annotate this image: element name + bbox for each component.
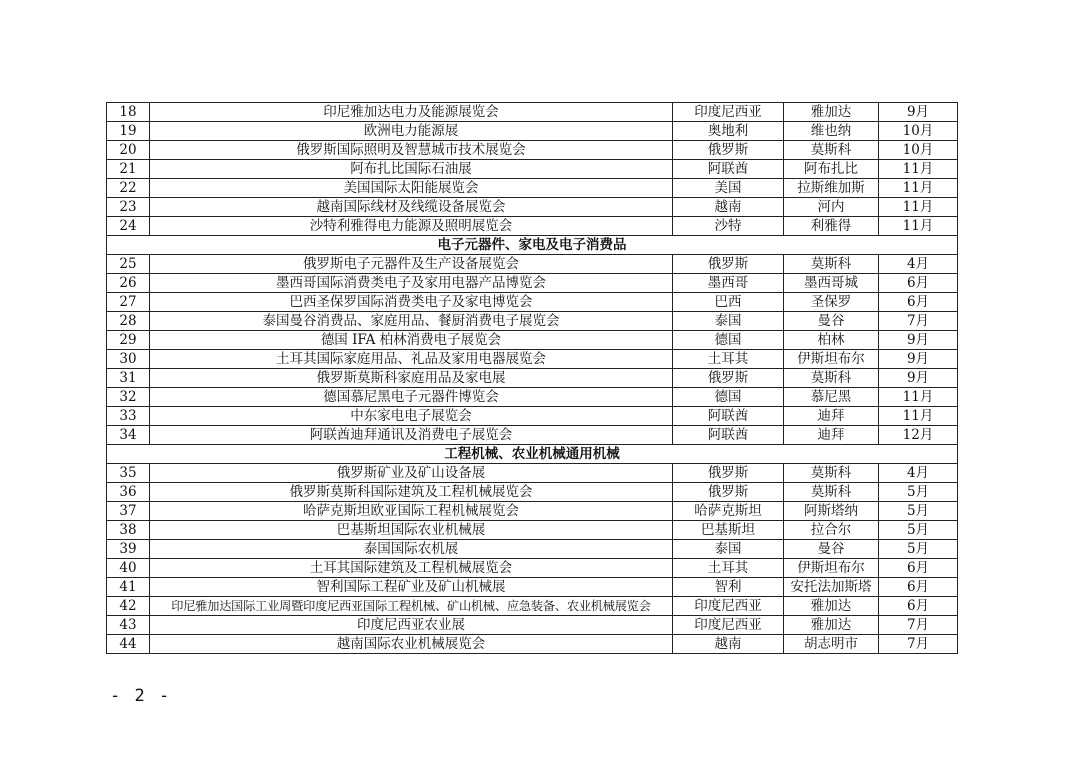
row-number-cell: 41: [107, 578, 150, 597]
table-row: [107, 597, 958, 616]
table-row: [107, 103, 958, 122]
table-row: [107, 616, 958, 635]
month-cell: 11月: [879, 160, 958, 179]
month-cell: 6月: [879, 578, 958, 597]
country-cell: 智利: [673, 578, 784, 597]
exhibition-name-cell: 德国 IFA 柏林消费电子展览会: [150, 331, 673, 350]
row-number-cell: 38: [107, 521, 150, 540]
month-cell: 6月: [879, 274, 958, 293]
exhibition-name-cell: 智利国际工程矿业及矿山机械展: [150, 578, 673, 597]
country-cell: 俄罗斯: [673, 141, 784, 160]
row-number-cell: 42: [107, 597, 150, 616]
exhibition-name-cell: 土耳其国际家庭用品、礼品及家用电器展览会: [150, 350, 673, 369]
row-number-cell: 31: [107, 369, 150, 388]
exhibition-name-cell: 阿布扎比国际石油展: [150, 160, 673, 179]
row-number-cell: 35: [107, 464, 150, 483]
row-number-cell: 21: [107, 160, 150, 179]
row-number-cell: 40: [107, 559, 150, 578]
table-row: [107, 274, 958, 293]
table-row: [107, 293, 958, 312]
exhibition-name-cell: 中东家电电子展览会: [150, 407, 673, 426]
section-title: 电子元器件、家电及电子消费品: [107, 236, 958, 255]
exhibition-name-cell: 美国国际太阳能展览会: [150, 179, 673, 198]
page-number: - 2 -: [110, 686, 172, 706]
month-cell: 7月: [879, 312, 958, 331]
city-cell: 莫斯科: [784, 369, 879, 388]
table-row: [107, 122, 958, 141]
row-number-cell: 43: [107, 616, 150, 635]
country-cell: 土耳其: [673, 559, 784, 578]
country-cell: 泰国: [673, 312, 784, 331]
city-cell: 伊斯坦布尔: [784, 350, 879, 369]
city-cell: 莫斯科: [784, 464, 879, 483]
exhibition-name-cell: 泰国曼谷消费品、家庭用品、餐厨消费电子展览会: [150, 312, 673, 331]
exhibition-name-cell: 土耳其国际建筑及工程机械展览会: [150, 559, 673, 578]
country-cell: 泰国: [673, 540, 784, 559]
city-cell: 莫斯科: [784, 255, 879, 274]
city-cell: 河内: [784, 198, 879, 217]
row-number-cell: 32: [107, 388, 150, 407]
table-row: [107, 217, 958, 236]
exhibition-name-cell: 印尼雅加达国际工业周暨印度尼西亚国际工程机械、矿山机械、应急装备、农业机械展览会: [150, 597, 673, 616]
table-row: [107, 502, 958, 521]
city-cell: 雅加达: [784, 597, 879, 616]
country-cell: 印度尼西亚: [673, 103, 784, 122]
month-cell: 9月: [879, 331, 958, 350]
exhibition-table: [106, 102, 958, 654]
country-cell: 阿联酋: [673, 407, 784, 426]
month-cell: 7月: [879, 635, 958, 654]
table-row: [107, 179, 958, 198]
city-cell: 阿布扎比: [784, 160, 879, 179]
exhibition-name-cell: 阿联酋迪拜通讯及消费电子展览会: [150, 426, 673, 445]
country-cell: 越南: [673, 635, 784, 654]
row-number-cell: 25: [107, 255, 150, 274]
section-title: 工程机械、农业机械通用机械: [107, 445, 958, 464]
country-cell: 印度尼西亚: [673, 597, 784, 616]
city-cell: 拉斯维加斯: [784, 179, 879, 198]
row-number-cell: 44: [107, 635, 150, 654]
city-cell: 胡志明市: [784, 635, 879, 654]
country-cell: 阿联酋: [673, 426, 784, 445]
city-cell: 柏林: [784, 331, 879, 350]
city-cell: 墨西哥城: [784, 274, 879, 293]
table-row: [107, 521, 958, 540]
exhibition-name-cell: 德国慕尼黑电子元器件博览会: [150, 388, 673, 407]
row-number-cell: 37: [107, 502, 150, 521]
exhibition-name-cell: 印尼雅加达电力及能源展览会: [150, 103, 673, 122]
month-cell: 7月: [879, 616, 958, 635]
table-row: [107, 369, 958, 388]
exhibition-name-cell: 欧洲电力能源展: [150, 122, 673, 141]
city-cell: 雅加达: [784, 616, 879, 635]
country-cell: 阿联酋: [673, 160, 784, 179]
month-cell: 11月: [879, 179, 958, 198]
exhibition-name-cell: 泰国国际农机展: [150, 540, 673, 559]
country-cell: 俄罗斯: [673, 369, 784, 388]
row-number-cell: 29: [107, 331, 150, 350]
month-cell: 6月: [879, 293, 958, 312]
city-cell: 莫斯科: [784, 483, 879, 502]
row-number-cell: 23: [107, 198, 150, 217]
city-cell: 伊斯坦布尔: [784, 559, 879, 578]
table-row: [107, 407, 958, 426]
city-cell: 拉合尔: [784, 521, 879, 540]
exhibition-name-cell: 哈萨克斯坦欧亚国际工程机械展览会: [150, 502, 673, 521]
city-cell: 慕尼黑: [784, 388, 879, 407]
city-cell: 莫斯科: [784, 141, 879, 160]
city-cell: 维也纳: [784, 122, 879, 141]
row-number-cell: 27: [107, 293, 150, 312]
exhibition-name-cell: 俄罗斯国际照明及智慧城市技术展览会: [150, 141, 673, 160]
exhibition-name-cell: 越南国际线材及线缆设备展览会: [150, 198, 673, 217]
row-number-cell: 30: [107, 350, 150, 369]
country-cell: 土耳其: [673, 350, 784, 369]
city-cell: 圣保罗: [784, 293, 879, 312]
exhibition-name-cell: 沙特利雅得电力能源及照明展览会: [150, 217, 673, 236]
exhibition-table-body: [107, 103, 958, 654]
month-cell: 9月: [879, 369, 958, 388]
city-cell: 迪拜: [784, 426, 879, 445]
month-cell: 6月: [879, 597, 958, 616]
month-cell: 11月: [879, 407, 958, 426]
exhibition-name-cell: 俄罗斯莫斯科家庭用品及家电展: [150, 369, 673, 388]
city-cell: 利雅得: [784, 217, 879, 236]
table-row: [107, 578, 958, 597]
row-number-cell: 22: [107, 179, 150, 198]
row-number-cell: 26: [107, 274, 150, 293]
country-cell: 巴基斯坦: [673, 521, 784, 540]
city-cell: 安托法加斯塔: [784, 578, 879, 597]
table-row: [107, 255, 958, 274]
section-header-row: [107, 445, 958, 464]
table-row: [107, 160, 958, 179]
table-row: [107, 635, 958, 654]
month-cell: 5月: [879, 483, 958, 502]
row-number-cell: 36: [107, 483, 150, 502]
row-number-cell: 39: [107, 540, 150, 559]
country-cell: 印度尼西亚: [673, 616, 784, 635]
country-cell: 沙特: [673, 217, 784, 236]
table-row: [107, 540, 958, 559]
city-cell: 曼谷: [784, 312, 879, 331]
city-cell: 迪拜: [784, 407, 879, 426]
table-row: [107, 388, 958, 407]
section-header-row: [107, 236, 958, 255]
table-row: [107, 141, 958, 160]
table-row: [107, 464, 958, 483]
table-row: [107, 198, 958, 217]
month-cell: 5月: [879, 540, 958, 559]
table-row: [107, 331, 958, 350]
month-cell: 9月: [879, 103, 958, 122]
exhibition-name-cell: 印度尼西亚农业展: [150, 616, 673, 635]
table-row: [107, 483, 958, 502]
country-cell: 俄罗斯: [673, 255, 784, 274]
month-cell: 6月: [879, 559, 958, 578]
country-cell: 俄罗斯: [673, 483, 784, 502]
month-cell: 5月: [879, 502, 958, 521]
month-cell: 11月: [879, 388, 958, 407]
table-row: [107, 426, 958, 445]
month-cell: 12月: [879, 426, 958, 445]
exhibition-name-cell: 墨西哥国际消费类电子及家用电器产品博览会: [150, 274, 673, 293]
table-row: [107, 559, 958, 578]
month-cell: 4月: [879, 464, 958, 483]
table-row: [107, 312, 958, 331]
month-cell: 10月: [879, 141, 958, 160]
row-number-cell: 24: [107, 217, 150, 236]
exhibition-name-cell: 巴西圣保罗国际消费类电子及家电博览会: [150, 293, 673, 312]
month-cell: 5月: [879, 521, 958, 540]
exhibition-name-cell: 越南国际农业机械展览会: [150, 635, 673, 654]
month-cell: 11月: [879, 217, 958, 236]
city-cell: 阿斯塔纳: [784, 502, 879, 521]
country-cell: 越南: [673, 198, 784, 217]
table-row: [107, 350, 958, 369]
country-cell: 俄罗斯: [673, 464, 784, 483]
row-number-cell: 34: [107, 426, 150, 445]
country-cell: 奥地利: [673, 122, 784, 141]
exhibition-name-cell: 俄罗斯电子元器件及生产设备展览会: [150, 255, 673, 274]
country-cell: 巴西: [673, 293, 784, 312]
country-cell: 德国: [673, 388, 784, 407]
country-cell: 美国: [673, 179, 784, 198]
exhibition-name-cell: 俄罗斯莫斯科国际建筑及工程机械展览会: [150, 483, 673, 502]
row-number-cell: 28: [107, 312, 150, 331]
month-cell: 11月: [879, 198, 958, 217]
city-cell: 曼谷: [784, 540, 879, 559]
month-cell: 10月: [879, 122, 958, 141]
city-cell: 雅加达: [784, 103, 879, 122]
month-cell: 4月: [879, 255, 958, 274]
month-cell: 9月: [879, 350, 958, 369]
country-cell: 哈萨克斯坦: [673, 502, 784, 521]
country-cell: 墨西哥: [673, 274, 784, 293]
exhibition-name-cell: 俄罗斯矿业及矿山设备展: [150, 464, 673, 483]
row-number-cell: 18: [107, 103, 150, 122]
row-number-cell: 33: [107, 407, 150, 426]
row-number-cell: 19: [107, 122, 150, 141]
exhibition-name-cell: 巴基斯坦国际农业机械展: [150, 521, 673, 540]
country-cell: 德国: [673, 331, 784, 350]
row-number-cell: 20: [107, 141, 150, 160]
